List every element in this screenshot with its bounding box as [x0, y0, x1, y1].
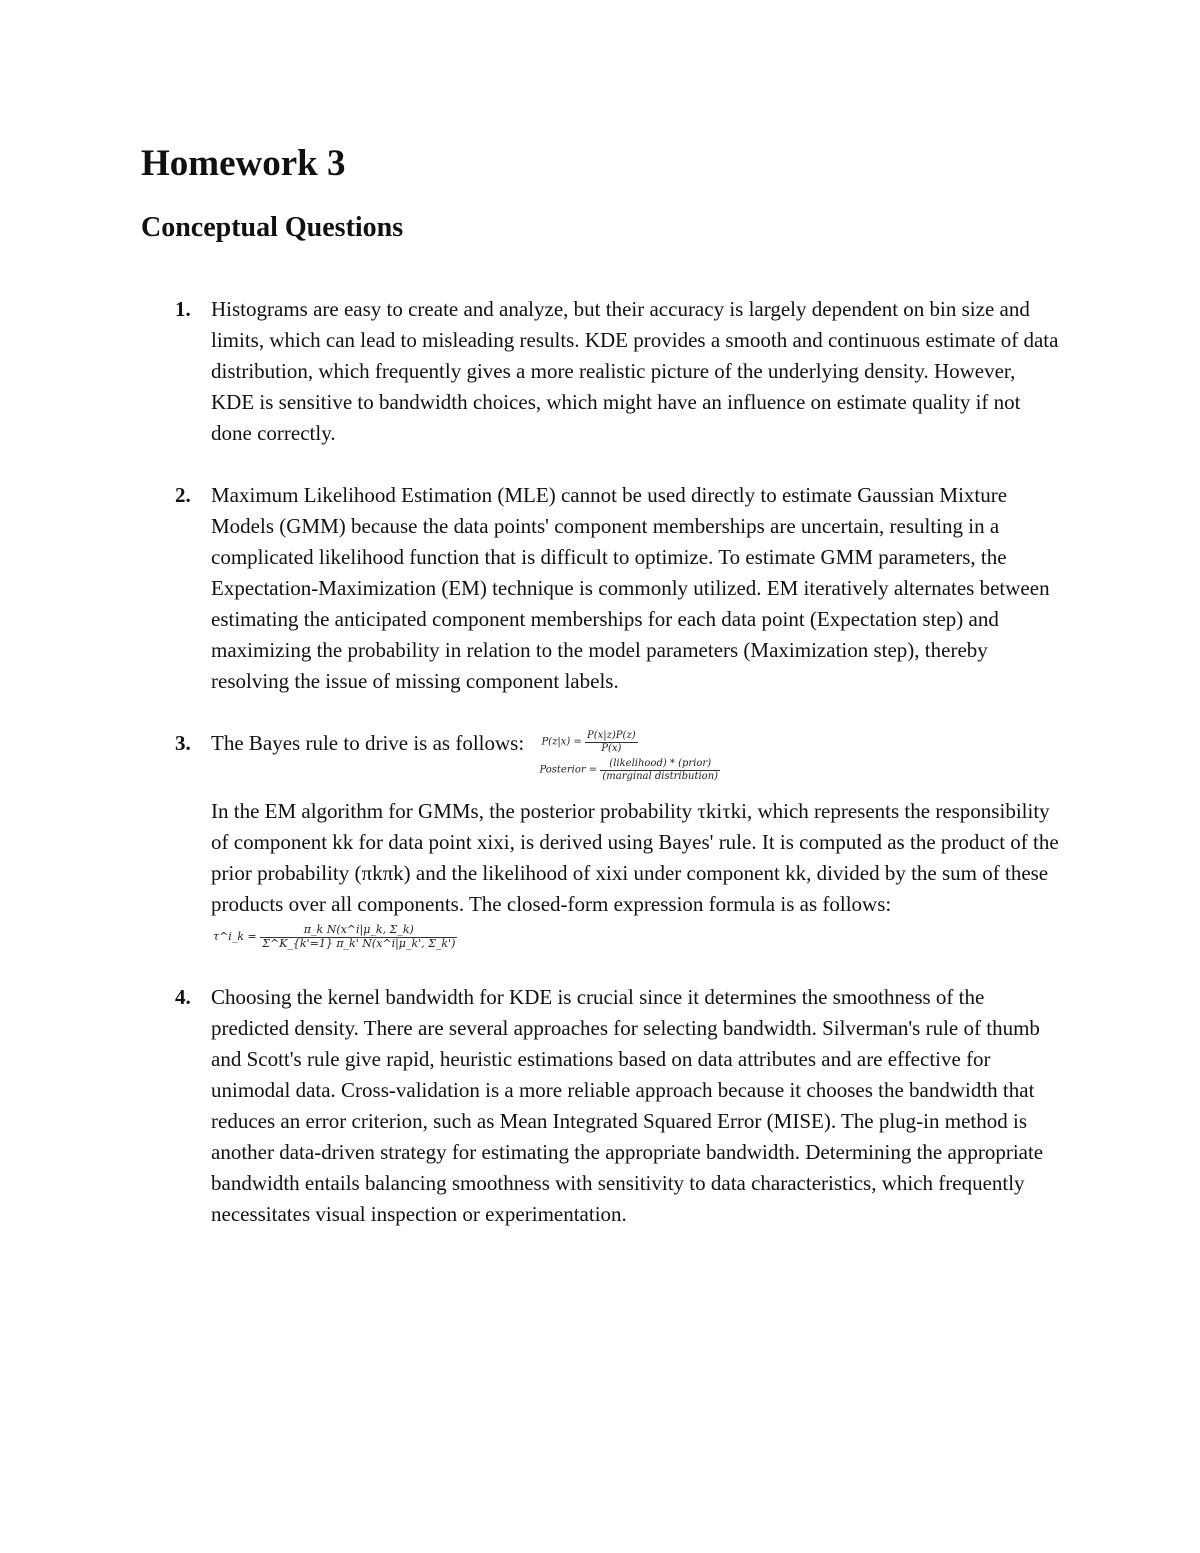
document-page — [141, 140, 1061, 1261]
question-item-4 — [141, 982, 1061, 1230]
question-answer-text: Choosing the kernel bandwidth for KDE is crucial since it determines the smoothness of the predicted density. There are several approaches for selecting bandwidth. Silverman's rule of thumb and Scott's rule give rapid, heuristic estimations based on data attributes and are effective for unimodal data. Cross-validation is a more reliable approach because it chooses the bandwidth that reduces an error criterion, such as Mean Integrated Squared Error (MISE). The plug-in method is another data-driven strategy for estimating the appropriate bandwidth. Determining the appropriate bandwidth entails balancing smoothness with sensitivity to data characteristics, which frequently necessitates visual inspection or experimentation. — [211, 985, 1044, 1226]
responsibility-fraction — [260, 924, 457, 950]
section-title: Conceptual Questions — [141, 212, 404, 243]
question-3-intro-line — [211, 728, 1061, 786]
question-number: 4. — [175, 985, 191, 1009]
bayes-intro-text: The Bayes rule to drive is as follows: — [211, 731, 525, 755]
posterior-numerator: (likelihood) * (prior) — [600, 758, 720, 771]
responsibility-denominator: Σ^K_{k'=1} π_k' N(x^i|μ_k', Σ_k') — [262, 936, 456, 950]
question-answer-text — [211, 796, 1061, 951]
posterior-lhs: Posterior = — [539, 764, 598, 776]
bayes-lhs: P(z|x) = — [541, 736, 582, 748]
question-number: 1. — [175, 297, 191, 321]
bayes-formula — [541, 730, 637, 754]
question-item-2 — [141, 480, 1061, 697]
question-answer-text: Histograms are easy to create and analyze, but their accuracy is largely dependent on bin size and limits, which can lead to misleading results. KDE provides a smooth and continuous estimate of data distribution, which frequently gives a more realistic picture of the underlying density. However, KDE is sensitive to bandwidth choices, which might have an influence on estimate quality if not done correctly. — [211, 297, 1059, 445]
posterior-denominator: (marginal distribution) — [602, 770, 719, 782]
responsibility-formula — [213, 924, 457, 950]
bayes-rule-equation — [541, 728, 731, 786]
question-item-3 — [141, 728, 1061, 951]
question-list — [141, 294, 1061, 1230]
responsibility-numerator: π_k N(x^i|μ_k, Σ_k) — [260, 924, 457, 938]
question-number: 2. — [175, 483, 191, 507]
bayes-fraction — [585, 730, 638, 754]
question-answer-text: Maximum Likelihood Estimation (MLE) cannot be used directly to estimate Gaussian Mixture Models (GMM) because the data points' component memberships are uncertain, resulting in a complicated likelihood function that is difficult to optimize. To estimate GMM parameters, the Expectation-Maximization (EM) technique is commonly utilized. EM iteratively alternates between estimating the anticipated component memberships for each data point (Expectation step) and maximizing the probability in relation to the model parameters (Maximization step), thereby resolving the issue of missing component labels. — [211, 483, 1050, 693]
question-number: 3. — [175, 731, 191, 755]
bayes-denominator: P(x) — [601, 742, 622, 754]
responsibility-lhs: τ^i_k = — [213, 930, 257, 944]
bayes-numerator: P(x|z)P(z) — [587, 730, 636, 741]
posterior-formula — [539, 758, 720, 782]
page-title: Homework 3 — [141, 143, 346, 184]
posterior-fraction — [600, 758, 720, 782]
question-item-1 — [141, 294, 1061, 449]
responsibility-explanation: In the EM algorithm for GMMs, the posterior probability τkiτki, which represents the responsibility of component kk for data point xixi, is derived using Bayes' rule. It is computed as the product of the prior probability (πkπk) and the likelihood of xixi under component kk, divided by the sum of these products over all components. The closed-form expression formula is as follows: — [211, 799, 1059, 916]
